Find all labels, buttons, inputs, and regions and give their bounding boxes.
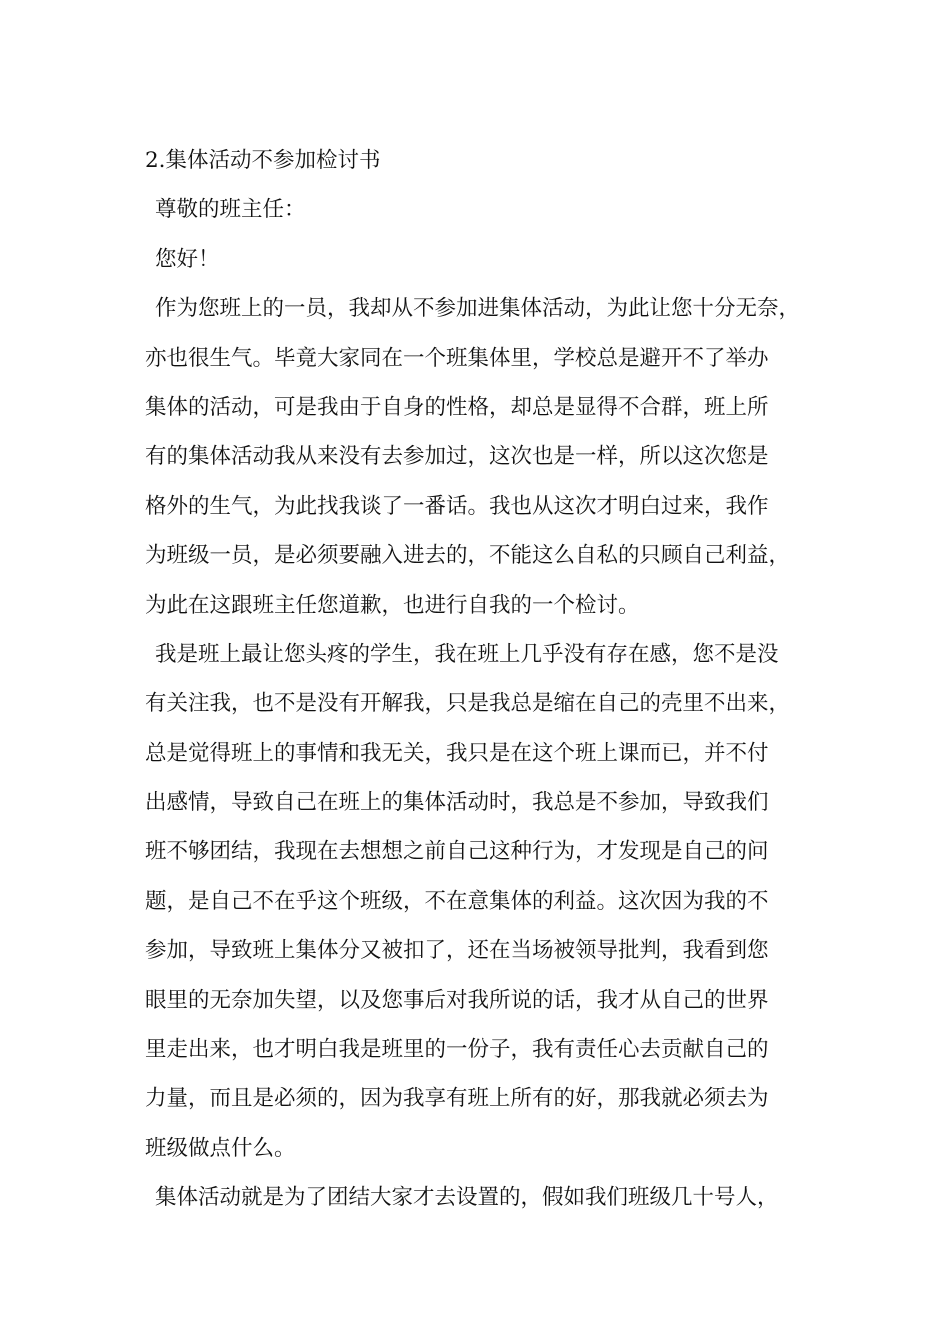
paragraph-line: 我是班上最让您头疼的学生，我在班上几乎没有存在感，您不是没 [155, 641, 779, 667]
document-body [145, 136, 805, 1223]
paragraph-line: 眼里的无奈加失望，以及您事后对我所说的话，我才从自己的世界 [145, 987, 769, 1013]
paragraph-line: 集体的活动，可是我由于自身的性格，却总是显得不合群，班上所 [145, 394, 769, 420]
paragraph-line: 格外的生气，为此找我谈了一番话。我也从这次才明白过来，我作 [145, 493, 769, 519]
paragraph-line: 班级做点什么。 [145, 1135, 296, 1161]
paragraph-line: 有的集体活动我从来没有去参加过，这次也是一样，所以这次您是 [145, 444, 769, 470]
paragraph-line: 有关注我，也不是没有开解我，只是我总是缩在自己的壳里不出来， [145, 691, 791, 717]
paragraph-line: 亦也很生气。毕竟大家同在一个班集体里，学校总是避开不了举办 [145, 345, 769, 371]
salutation: 尊敬的班主任： [155, 197, 306, 223]
paragraph-3 [145, 1173, 805, 1222]
greeting: 您好！ [155, 246, 220, 272]
paragraph-line: 力量，而且是必须的，因为我享有班上所有的好，那我就必须去为 [145, 1086, 769, 1112]
paragraph-line: 集体活动就是为了团结大家才去设置的，假如我们班级几十号人， [155, 1185, 779, 1211]
paragraph-line: 为此在这跟班主任您道歉，也进行自我的一个检讨。 [145, 592, 640, 618]
paragraph-2 [145, 630, 805, 1173]
paragraph-line: 班不够团结，我现在去想想之前自己这种行为，才发现是自己的问 [145, 839, 769, 865]
paragraph-line: 参加，导致班上集体分又被扣了，还在当场被领导批判，我看到您 [145, 938, 769, 964]
paragraph-line: 出感情，导致自己在班上的集体活动时，我总是不参加，导致我们 [145, 790, 769, 816]
paragraph-line: 作为您班上的一员，我却从不参加进集体活动，为此让您十分无奈， [155, 296, 801, 322]
document-title: 2.集体活动不参加检讨书 [145, 148, 381, 173]
paragraph-1 [145, 284, 805, 630]
paragraph-line: 题，是自己不在乎这个班级，不在意集体的利益。这次因为我的不 [145, 888, 769, 914]
paragraph-line: 里走出来，也才明白我是班里的一份子，我有责任心去贡献自己的 [145, 1037, 769, 1063]
paragraph-line: 总是觉得班上的事情和我无关，我只是在这个班上课而已，并不付 [145, 740, 769, 766]
paragraph-line: 为班级一员，是必须要融入进去的，不能这么自私的只顾自己利益， [145, 543, 791, 569]
